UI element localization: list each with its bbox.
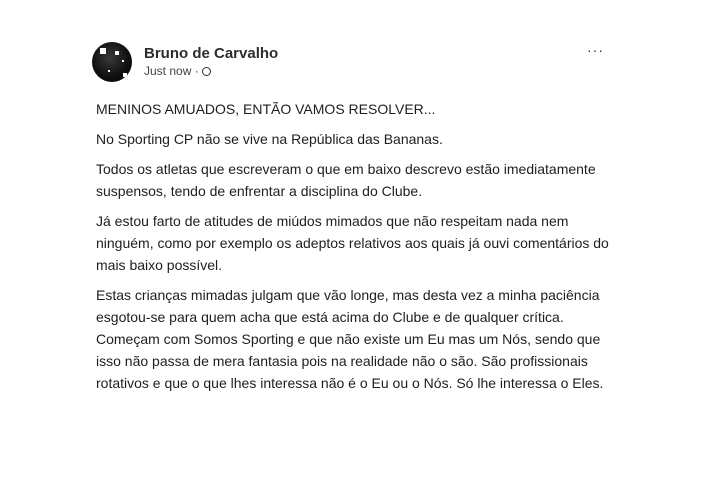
- post-paragraph: No Sporting CP não se vive na República das Bananas.: [96, 131, 443, 147]
- post-meta: [144, 45, 278, 79]
- post-paragraph: MENINOS AMUADOS, ENTÃO VAMOS RESOLVER...: [96, 101, 436, 117]
- timestamp[interactable]: Just now ·: [144, 63, 199, 78]
- avatar[interactable]: [92, 42, 132, 82]
- author-name[interactable]: Bruno de Carvalho: [144, 45, 279, 63]
- more-options-icon[interactable]: ···: [587, 42, 604, 58]
- post-body: [92, 98, 622, 394]
- post-paragraph: Estas crianças mimadas julgam que vão longe, mas desta vez a minha paciência esgotou-se para quem acha que está acima do Clube e de qualquer crítica. Começam com Somos Sporting e que não existe um Eu mas um Nós, sendo que isso não passa de mera fantasia pois na realidade não o são. São profissionais rotativos e que o que lhes interessa não é o Eu ou o Nós. Só lhe interessa o Eles.: [96, 287, 604, 391]
- timestamp-row: [144, 64, 278, 79]
- post-header: [92, 38, 622, 86]
- post-paragraph: Já estou farto de atitudes de miúdos mimados que não respeitam nada nem ninguém, como por exemplo os adeptos relativos aos quais já ouvi comentários do mais baixo possível.: [96, 213, 609, 273]
- globe-icon: [202, 67, 211, 76]
- post-card: [92, 38, 622, 402]
- post-paragraph: Todos os atletas que escreveram o que em baixo descrevo estão imediatamente suspensos, tendo de enfrentar a disciplina do Clube.: [96, 161, 596, 199]
